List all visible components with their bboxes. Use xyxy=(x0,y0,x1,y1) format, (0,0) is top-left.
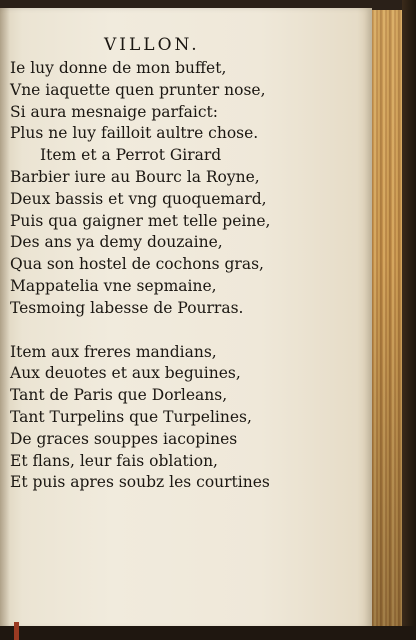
verse-line: Vne iaquette quen prunter nose, xyxy=(10,80,266,99)
gilt-edge-shade xyxy=(372,10,402,628)
verse-line-item-indented: Item et a Perrot Girard xyxy=(40,146,222,165)
verse-line: Qua son hostel de cochons gras, xyxy=(10,255,264,274)
book-cover-right xyxy=(402,0,416,640)
verse-line: Barbier iure au Bourc la Royne, xyxy=(10,167,260,186)
verse-line: De graces souppes iacopines xyxy=(10,429,238,448)
page-text xyxy=(10,34,366,494)
verse-line: Et puis apres soubz les courtines xyxy=(10,473,270,492)
verse-line: Mappatelia vne sepmaine, xyxy=(10,276,217,295)
verse-line: Tesmoing labesse de Pourras. xyxy=(10,298,244,317)
verse-line: Tant Turpelins que Turpelines, xyxy=(10,407,252,426)
verse-line: Si aura mesnaige parfaict: xyxy=(10,102,218,121)
verse-line: Plus ne luy failloit aultre chose. xyxy=(10,124,259,143)
verse-line: Deux bassis et vng quoquemard, xyxy=(10,189,267,208)
verse-line: Des ans ya demy douzaine, xyxy=(10,233,223,252)
ribbon-bookmark xyxy=(14,622,19,640)
stanza-2 xyxy=(10,342,366,495)
verse-line: Item aux freres mandians, xyxy=(10,342,217,361)
running-head: VILLON. xyxy=(104,35,200,55)
verse-line: Aux deuotes et aux beguines, xyxy=(10,364,241,383)
stanza-1 xyxy=(10,58,366,320)
book-cover-bottom xyxy=(0,626,416,640)
gutter-shadow xyxy=(0,8,10,628)
verse-line: Ie luy donne de mon buffet, xyxy=(10,59,227,77)
verse-line: Tant de Paris que Dorleans, xyxy=(10,386,228,405)
verse-line: Et flans, leur fais oblation, xyxy=(10,451,218,470)
verse-line: Puis qua gaigner met telle peine, xyxy=(10,211,271,230)
